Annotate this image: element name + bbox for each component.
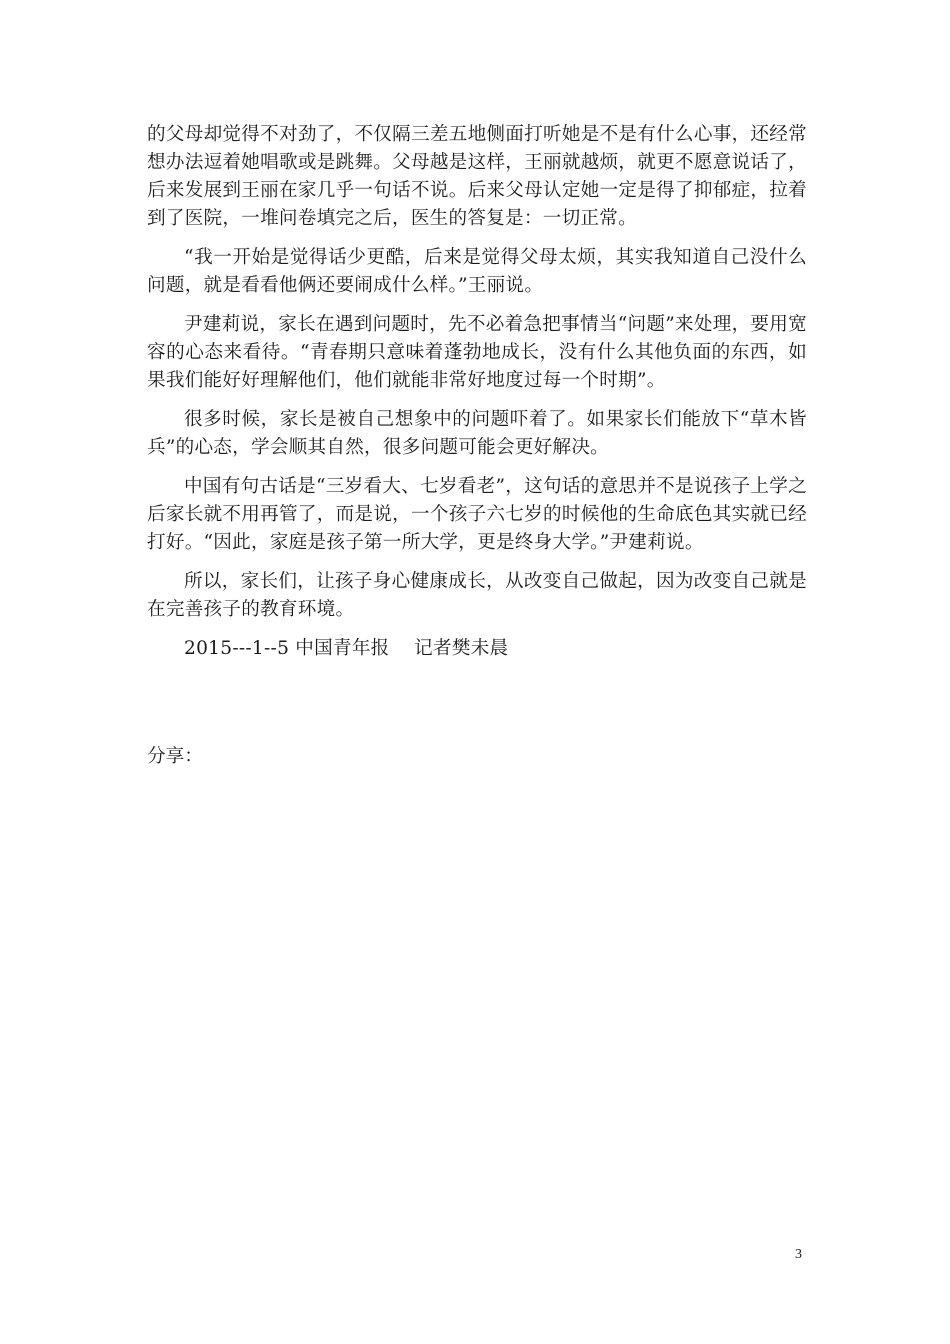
- paragraph-yin-jianli-advice: 尹建莉说，家长在遇到问题时，先不必着急把事情当“问题”来处理，要用宽容的心态来看待。“青春期只意味着蓬勃地成长，没有什么其他负面的东西，如果我们能好好理解他们，他们就能非常好地度过每一个时期”。: [147, 314, 807, 391]
- paragraph-old-saying: 中国有句古话是“三岁看大、七岁看老”，这句话的意思并不是说孩子上学之后家长就不用再管了，而是说，一个孩子六七岁的时候他的生命底色其实就已经打好。“因此，家庭是孩子第一所大学，更是终身大学。”尹建莉说。: [147, 476, 807, 553]
- paragraph-quote-wangli: “我一开始是觉得话少更酷，后来是觉得父母太烦，其实我知道自己没什么问题，就是看看他俩还要闹成什么样。”王丽说。: [147, 247, 807, 296]
- share-label: 分享：: [147, 746, 203, 767]
- article-body: [147, 121, 807, 663]
- paragraph-conclusion: 所以，家长们，让孩子身心健康成长，从改变自己做起，因为改变自己就是在完善孩子的教育环境。: [147, 571, 807, 620]
- page-number: 3: [795, 1247, 802, 1262]
- paragraph-continued: 的父母却觉得不对劲了，不仅隔三差五地侧面打听她是不是有什么心事，还经常想办法逗着她唱歌或是跳舞。父母越是这样，王丽就越烦，就更不愿意说话了，后来发展到王丽在家几乎一句话不说。后来父母认定她一定是得了抑郁症，拉着到了医院，一堆问卷填完之后，医生的答复是：一切正常。: [147, 124, 807, 229]
- paragraph-parents-fear: 很多时候，家长是被自己想象中的问题吓着了。如果家长们能放下“草木皆兵”的心态，学会顺其自然，很多问题可能会更好解决。: [147, 409, 807, 458]
- source-byline: 2015---1--5 中国青年报 记者樊未晨: [184, 638, 509, 659]
